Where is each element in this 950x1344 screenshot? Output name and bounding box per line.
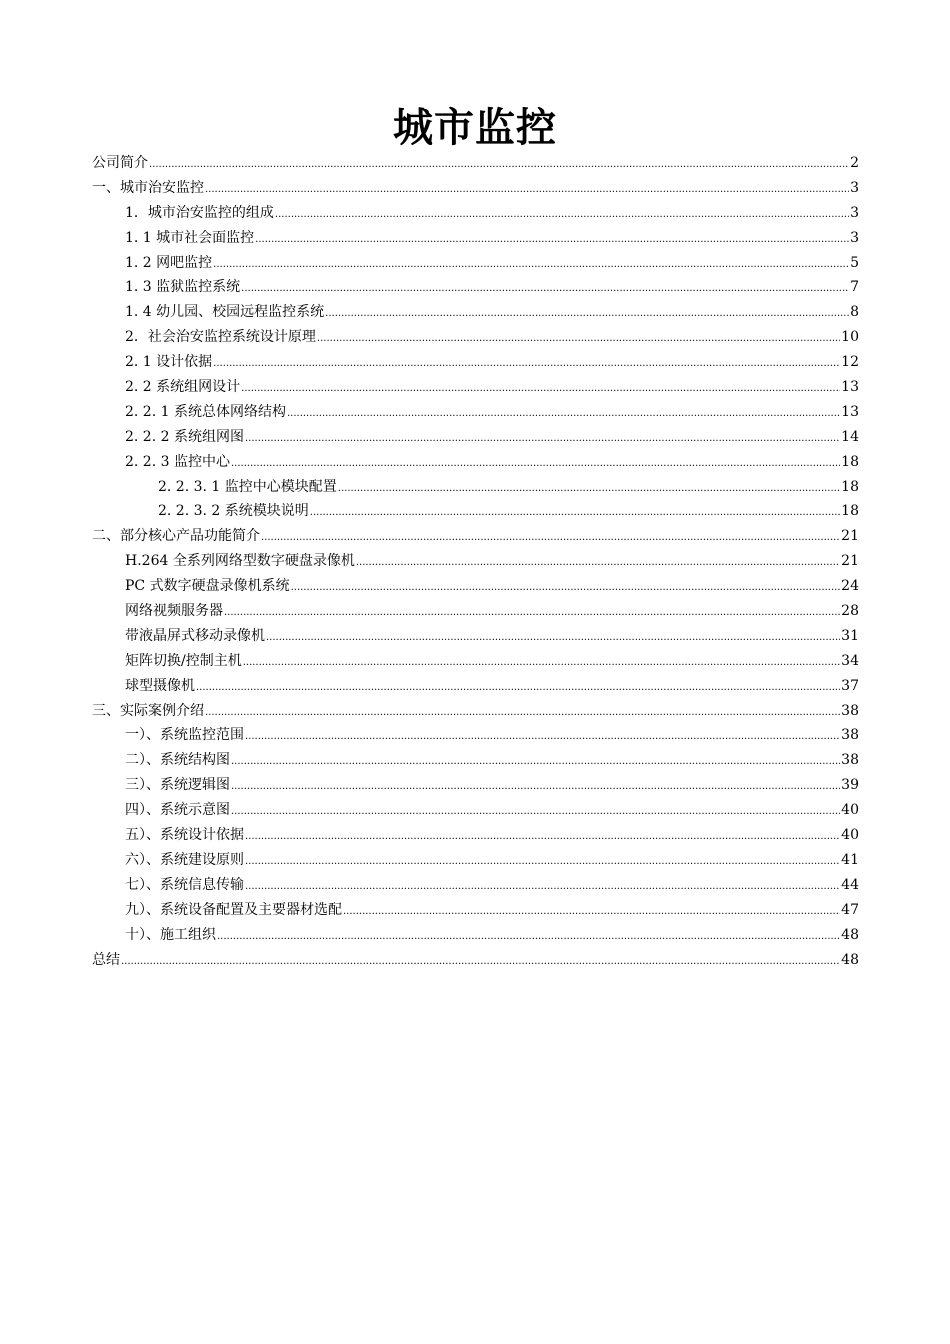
toc-entry-page-number: 31 [841, 627, 859, 644]
toc-entry[interactable] [92, 425, 859, 450]
toc-dot-leader [266, 626, 840, 651]
toc-entry-page-number: 38 [841, 752, 859, 769]
toc-entry-title: 二）、系统结构图 [125, 752, 230, 769]
toc-dot-leader [121, 950, 840, 975]
toc-dot-leader [245, 725, 840, 750]
toc-entry-page-number: 2 [850, 155, 859, 171]
toc-entry-page-number: 38 [841, 727, 859, 744]
toc-dot-leader [205, 178, 849, 203]
toc-dot-leader [245, 850, 840, 875]
toc-entry-title: 2. 2. 3. 2 系统模块说明 [158, 503, 309, 520]
toc-dot-leader [275, 203, 849, 228]
toc-entry-page-number: 38 [841, 702, 859, 719]
toc-entry-page-number: 3 [850, 179, 859, 196]
toc-entry-title: 2. 2. 3 监控中心 [125, 453, 230, 470]
document-title: 城市监控 [393, 105, 557, 151]
toc-dot-leader [213, 253, 849, 278]
toc-dot-leader [245, 875, 840, 900]
toc-dot-leader [241, 277, 849, 302]
toc-entry-title: 1．城市治安监控的组成 [125, 204, 274, 221]
toc-dot-leader [343, 900, 840, 925]
toc-entry-title: 网络视频服务器 [125, 603, 223, 620]
toc-entry-title: 四）、系统示意图 [125, 802, 230, 819]
toc-entry[interactable] [92, 275, 859, 300]
toc-entry-page-number: 13 [841, 379, 859, 396]
toc-entry[interactable] [92, 524, 859, 549]
toc-entry-page-number: 34 [841, 652, 859, 669]
toc-entry[interactable] [92, 400, 859, 425]
toc-entry[interactable] [92, 201, 859, 226]
toc-entry[interactable] [92, 723, 859, 748]
toc-entry[interactable] [92, 798, 859, 823]
toc-dot-leader [317, 327, 840, 352]
toc-dot-leader [217, 925, 840, 950]
toc-entry-page-number: 14 [841, 428, 859, 445]
toc-entry-title: 七）、系统信息传输 [125, 876, 244, 893]
toc-entry-page-number: 18 [841, 503, 859, 520]
toc-entry[interactable] [92, 898, 859, 923]
toc-entry[interactable] [92, 649, 859, 674]
toc-entry-page-number: 37 [841, 677, 859, 694]
toc-dot-leader [149, 153, 849, 178]
toc-entry[interactable] [92, 450, 859, 475]
toc-entry-page-number: 48 [841, 951, 859, 968]
toc-entry-title: 三、实际案例介绍 [92, 702, 204, 719]
toc-entry[interactable] [92, 350, 859, 375]
toc-entry-page-number: 21 [841, 553, 859, 570]
toc-entry-page-number: 40 [841, 827, 859, 844]
toc-entry-title: 1. 4 幼儿园、校园远程监控系统 [125, 304, 325, 321]
toc-entry-page-number: 18 [841, 453, 859, 470]
toc-dot-leader [196, 676, 840, 701]
toc-dot-leader [261, 526, 840, 551]
toc-entry-page-number: 7 [850, 279, 859, 296]
toc-entry[interactable] [92, 848, 859, 873]
toc-entry[interactable] [92, 574, 859, 599]
toc-entry-title: 2. 2. 1 系统总体网络结构 [125, 403, 286, 420]
toc-entry[interactable] [92, 773, 859, 798]
toc-entry[interactable] [92, 923, 859, 948]
toc-entry-title: 2. 1 设计依据 [125, 354, 213, 371]
toc-entry[interactable] [92, 948, 859, 973]
toc-entry-title: 1. 3 监狱监控系统 [125, 279, 241, 296]
toc-entry[interactable] [92, 151, 859, 176]
toc-entry-title: 九）、系统设备配置及主要器材选配 [125, 901, 342, 918]
toc-entry[interactable] [92, 176, 859, 201]
toc-entry-title: 1. 1 城市社会面监控 [125, 229, 255, 246]
toc-dot-leader [231, 750, 840, 775]
toc-entry-title: 球型摄像机 [125, 677, 195, 694]
toc-dot-leader [338, 477, 840, 502]
toc-dot-leader [205, 701, 840, 726]
toc-entry-page-number: 13 [841, 403, 859, 420]
toc-dot-leader [241, 377, 840, 402]
toc-dot-leader [245, 825, 840, 850]
toc-entry-page-number: 3 [850, 204, 859, 221]
toc-entry[interactable] [92, 624, 859, 649]
toc-entry-title: PC 式数字硬盘录像机系统 [125, 578, 290, 595]
toc-entry-title: 2. 2. 2 系统组网图 [125, 428, 244, 445]
toc-dot-leader [231, 775, 840, 800]
toc-dot-leader [291, 576, 841, 601]
toc-entry-page-number: 5 [850, 254, 859, 271]
toc-entry-title: 三）、系统逻辑图 [125, 777, 230, 794]
toc-dot-leader [243, 651, 840, 676]
toc-entry-title: 二、部分核心产品功能简介 [92, 528, 260, 545]
toc-entry-title: 总结 [92, 951, 120, 968]
toc-entry-title: 公司简介 [92, 155, 148, 171]
toc-entry-page-number: 40 [841, 802, 859, 819]
toc-entry-page-number: 10 [841, 329, 859, 346]
toc-entry-title: 五）、系统设计依据 [125, 827, 244, 844]
toc-dot-leader [245, 427, 840, 452]
toc-entry-page-number: 8 [850, 304, 859, 321]
toc-entry-title: 一）、系统监控范围 [125, 727, 244, 744]
table-of-contents [92, 151, 859, 972]
toc-entry-title: 2. 2 系统组网设计 [125, 379, 241, 396]
toc-entry[interactable] [92, 475, 859, 500]
toc-entry-title: 一、城市治安监控 [92, 179, 204, 196]
toc-entry[interactable] [92, 325, 859, 350]
toc-dot-leader [255, 228, 849, 253]
toc-entry[interactable] [92, 823, 859, 848]
toc-entry-title: H.264 全系列网络型数字硬盘录像机 [125, 553, 355, 570]
toc-entry-page-number: 44 [841, 876, 859, 893]
toc-entry-title: 2．社会治安监控系统设计原理 [125, 329, 316, 346]
toc-entry-page-number: 28 [841, 603, 859, 620]
toc-dot-leader [213, 352, 840, 377]
toc-entry-page-number: 3 [850, 229, 859, 246]
toc-entry[interactable] [92, 748, 859, 773]
toc-entry-page-number: 39 [841, 777, 859, 794]
toc-dot-leader [287, 402, 840, 427]
toc-dot-leader [224, 601, 840, 626]
toc-entry-title: 十）、施工组织 [125, 926, 216, 943]
toc-entry-title: 1. 2 网吧监控 [125, 254, 213, 271]
toc-entry[interactable] [92, 251, 859, 276]
toc-entry-page-number: 48 [841, 926, 859, 943]
toc-dot-leader [231, 452, 840, 477]
toc-dot-leader [310, 501, 840, 526]
toc-entry-page-number: 21 [841, 528, 859, 545]
toc-entry[interactable] [92, 699, 859, 724]
toc-entry[interactable] [92, 549, 859, 574]
toc-entry[interactable] [92, 599, 859, 624]
toc-entry-title: 六）、系统建设原则 [125, 851, 244, 868]
toc-dot-leader [231, 800, 840, 825]
toc-entry-page-number: 24 [841, 578, 859, 595]
toc-entry-page-number: 41 [841, 851, 859, 868]
toc-entry[interactable] [92, 873, 859, 898]
toc-entry-page-number: 12 [841, 354, 859, 371]
toc-entry[interactable] [92, 226, 859, 251]
toc-entry[interactable] [92, 499, 859, 524]
toc-entry-title: 矩阵切换/控制主机 [125, 652, 242, 669]
toc-entry[interactable] [92, 375, 859, 400]
toc-entry-title: 带液晶屏式移动录像机 [125, 627, 265, 644]
toc-entry-title: 2. 2. 3. 1 监控中心模块配置 [158, 478, 337, 495]
toc-dot-leader [325, 302, 849, 327]
toc-entry[interactable] [92, 674, 859, 699]
toc-dot-leader [356, 551, 840, 576]
toc-entry-page-number: 47 [841, 901, 859, 918]
toc-entry[interactable] [92, 300, 859, 325]
toc-entry-page-number: 18 [841, 478, 859, 495]
